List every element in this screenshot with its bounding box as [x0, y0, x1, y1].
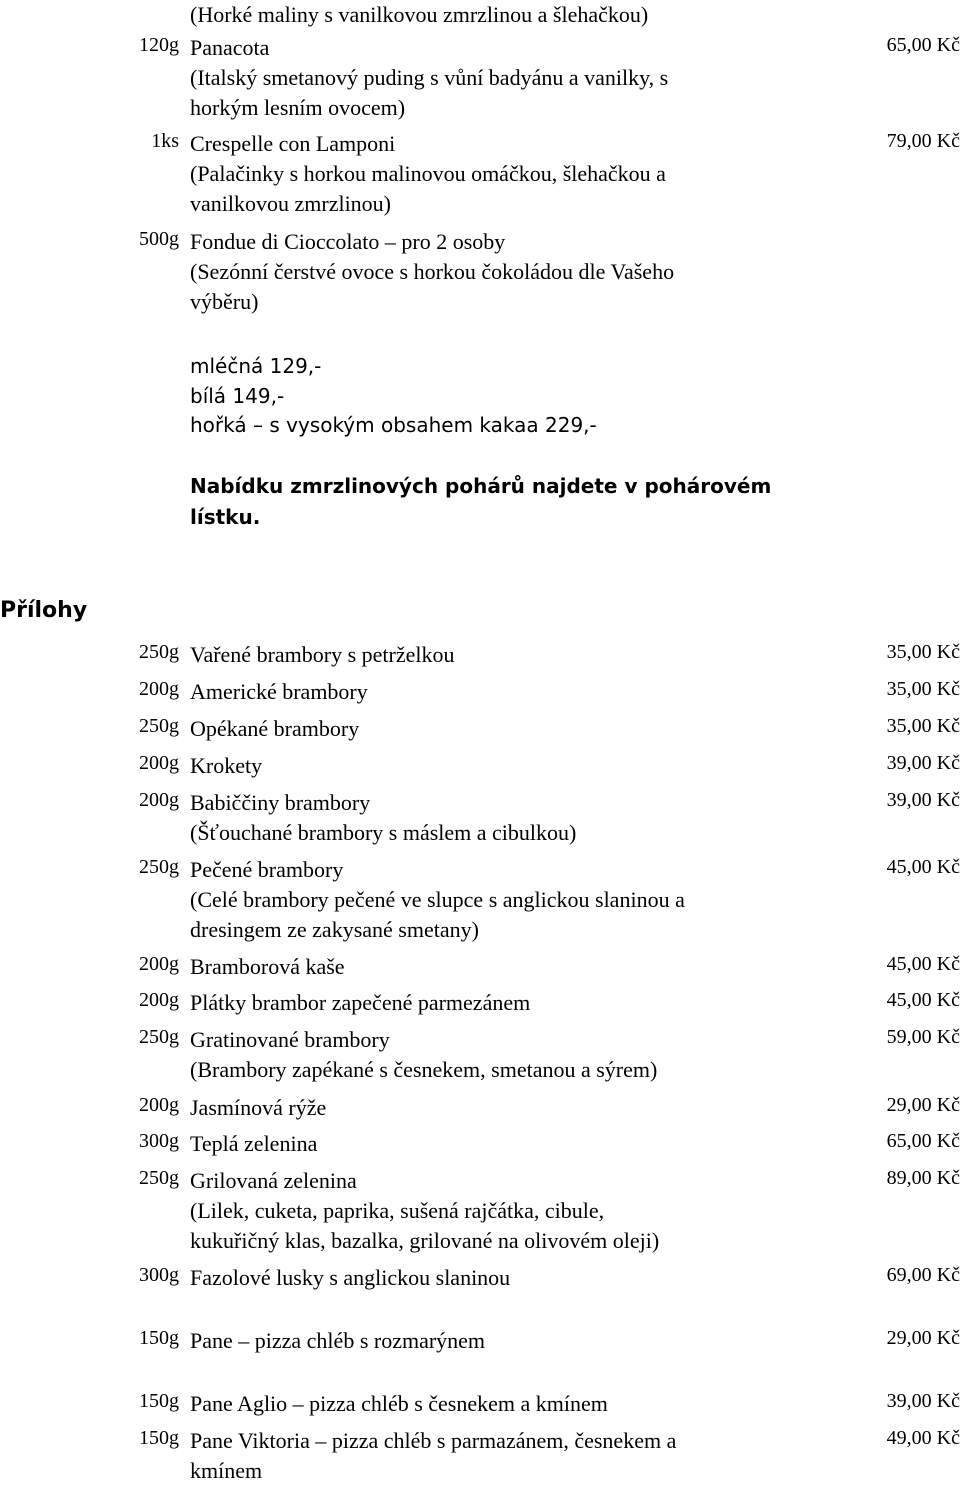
- item-name: Pečené brambory: [190, 857, 344, 882]
- item-text: [190, 1129, 800, 1159]
- item-weight: 200g: [139, 789, 179, 811]
- item-weight: 500g: [139, 228, 179, 250]
- item-name: Fazolové lusky s anglickou slaninou: [190, 1265, 511, 1290]
- item-text: [190, 788, 800, 848]
- ice-cream-note: [190, 471, 771, 533]
- item-name: Vařené brambory s petrželkou: [190, 642, 455, 667]
- item-price: 35,00 Kč: [886, 641, 960, 663]
- item-price: 59,00 Kč: [886, 1026, 960, 1048]
- item-name: Opékané brambory: [190, 716, 360, 741]
- item-weight: 250g: [139, 715, 179, 737]
- item-name: Plátky brambor zapečené parmezánem: [190, 990, 531, 1015]
- item-price: 45,00 Kč: [886, 953, 960, 975]
- item-weight: 250g: [139, 1026, 179, 1048]
- item-text: [190, 677, 800, 707]
- item-text: [190, 33, 800, 123]
- item-name: Krokety: [190, 753, 263, 778]
- item-weight: 200g: [139, 989, 179, 1011]
- item-name: Crespelle con Lamponi: [190, 131, 396, 156]
- item-text: [190, 714, 800, 744]
- item-text: [190, 0, 800, 30]
- item-weight: 200g: [139, 1094, 179, 1116]
- item-name: Teplá zelenina: [190, 1131, 318, 1156]
- item-text: [190, 988, 800, 1018]
- item-text: [190, 640, 800, 670]
- item-price: 29,00 Kč: [886, 1094, 960, 1116]
- item-weight: 250g: [139, 641, 179, 663]
- note-line: lístku.: [190, 505, 261, 529]
- item-name: Grilovaná zelenina: [190, 1168, 357, 1193]
- item-price: 45,00 Kč: [886, 856, 960, 878]
- item-weight: 150g: [139, 1327, 179, 1349]
- item-description: výběru): [190, 289, 259, 314]
- item-description: (Lilek, cuketa, paprika, sušená rajčátka, cibule,: [190, 1198, 605, 1223]
- item-text: [190, 1263, 800, 1293]
- item-price: 35,00 Kč: [886, 678, 960, 700]
- item-description: vanilkovou zmrzlinou): [190, 191, 392, 216]
- item-description: (Italský smetanový puding s vůní badyánu a vanilky, s: [190, 65, 669, 90]
- item-weight: 150g: [139, 1390, 179, 1412]
- item-name: Bramborová kaše: [190, 954, 345, 979]
- item-weight: 300g: [139, 1130, 179, 1152]
- item-description: horkým lesním ovocem): [190, 95, 406, 120]
- item-description: (Sezónní čerstvé ovoce s horkou čokoládou dle Vašeho: [190, 259, 675, 284]
- item-weight: 200g: [139, 953, 179, 975]
- section-title: Přílohy: [0, 598, 88, 623]
- item-name: Gratinované brambory: [190, 1027, 390, 1052]
- item-name: Pane Viktoria – pizza chléb s parmazánem, česnekem a: [190, 1428, 677, 1453]
- item-price: 39,00 Kč: [886, 1390, 960, 1412]
- fondue-option-white: bílá 149,-: [190, 384, 285, 408]
- item-text: [190, 1389, 800, 1419]
- item-text: [190, 1426, 800, 1486]
- item-weight: 1ks: [151, 130, 179, 152]
- item-description: (Celé brambory pečené ve slupce s anglickou slaninou a: [190, 887, 685, 912]
- fondue-option-milk: mléčná 129,-: [190, 354, 322, 378]
- item-weight: 150g: [139, 1427, 179, 1449]
- item-price: 69,00 Kč: [886, 1264, 960, 1286]
- item-text: [190, 855, 800, 945]
- note-line: Nabídku zmrzlinových pohárů najdete v pohárovém: [190, 474, 772, 498]
- item-price: 45,00 Kč: [886, 989, 960, 1011]
- item-description: (Šťouchané brambory s máslem a cibulkou): [190, 820, 577, 845]
- item-price: 29,00 Kč: [886, 1327, 960, 1349]
- item-name: Pane Aglio – pizza chléb s česnekem a kmínem: [190, 1391, 608, 1416]
- item-text: [190, 1093, 800, 1123]
- item-name-continued: kmínem: [190, 1458, 263, 1483]
- item-weight: 120g: [139, 34, 179, 56]
- item-text: [190, 1326, 800, 1356]
- item-name: Babiččiny brambory: [190, 790, 371, 815]
- item-name: Jasmínová rýže: [190, 1095, 327, 1120]
- item-text: [190, 129, 800, 219]
- item-price: 49,00 Kč: [886, 1427, 960, 1449]
- item-price: 39,00 Kč: [886, 789, 960, 811]
- item-weight: 250g: [139, 1167, 179, 1189]
- item-name: Fondue di Cioccolato – pro 2 osoby: [190, 229, 506, 254]
- item-price: 35,00 Kč: [886, 715, 960, 737]
- item-weight: 200g: [139, 752, 179, 774]
- item-price: 65,00 Kč: [886, 34, 960, 56]
- item-description: dresingem ze zakysané smetany): [190, 917, 479, 942]
- item-text: [190, 751, 800, 781]
- item-text: [190, 227, 800, 317]
- item-name: Americké brambory: [190, 679, 368, 704]
- item-price: 39,00 Kč: [886, 752, 960, 774]
- item-text: [190, 1025, 800, 1085]
- item-line: (Horké maliny s vanilkovou zmrzlinou a šlehačkou): [190, 2, 649, 27]
- item-weight: 200g: [139, 678, 179, 700]
- item-price: 89,00 Kč: [886, 1167, 960, 1189]
- item-text: [190, 1166, 800, 1256]
- item-weight: 300g: [139, 1264, 179, 1286]
- item-text: [190, 952, 800, 982]
- fondue-option-dark: hořká – s vysokým obsahem kakaa 229,-: [190, 413, 597, 437]
- item-description: (Palačinky s horkou malinovou omáčkou, šlehačkou a: [190, 161, 666, 186]
- item-price: 65,00 Kč: [886, 1130, 960, 1152]
- item-name: Pane – pizza chléb s rozmarýnem: [190, 1328, 486, 1353]
- item-price: 79,00 Kč: [886, 130, 960, 152]
- item-description: (Brambory zapékané s česnekem, smetanou a sýrem): [190, 1057, 658, 1082]
- item-description: kukuřičný klas, bazalka, grilované na olivovém oleji): [190, 1228, 660, 1253]
- item-name: Panacota: [190, 35, 270, 60]
- item-weight: 250g: [139, 856, 179, 878]
